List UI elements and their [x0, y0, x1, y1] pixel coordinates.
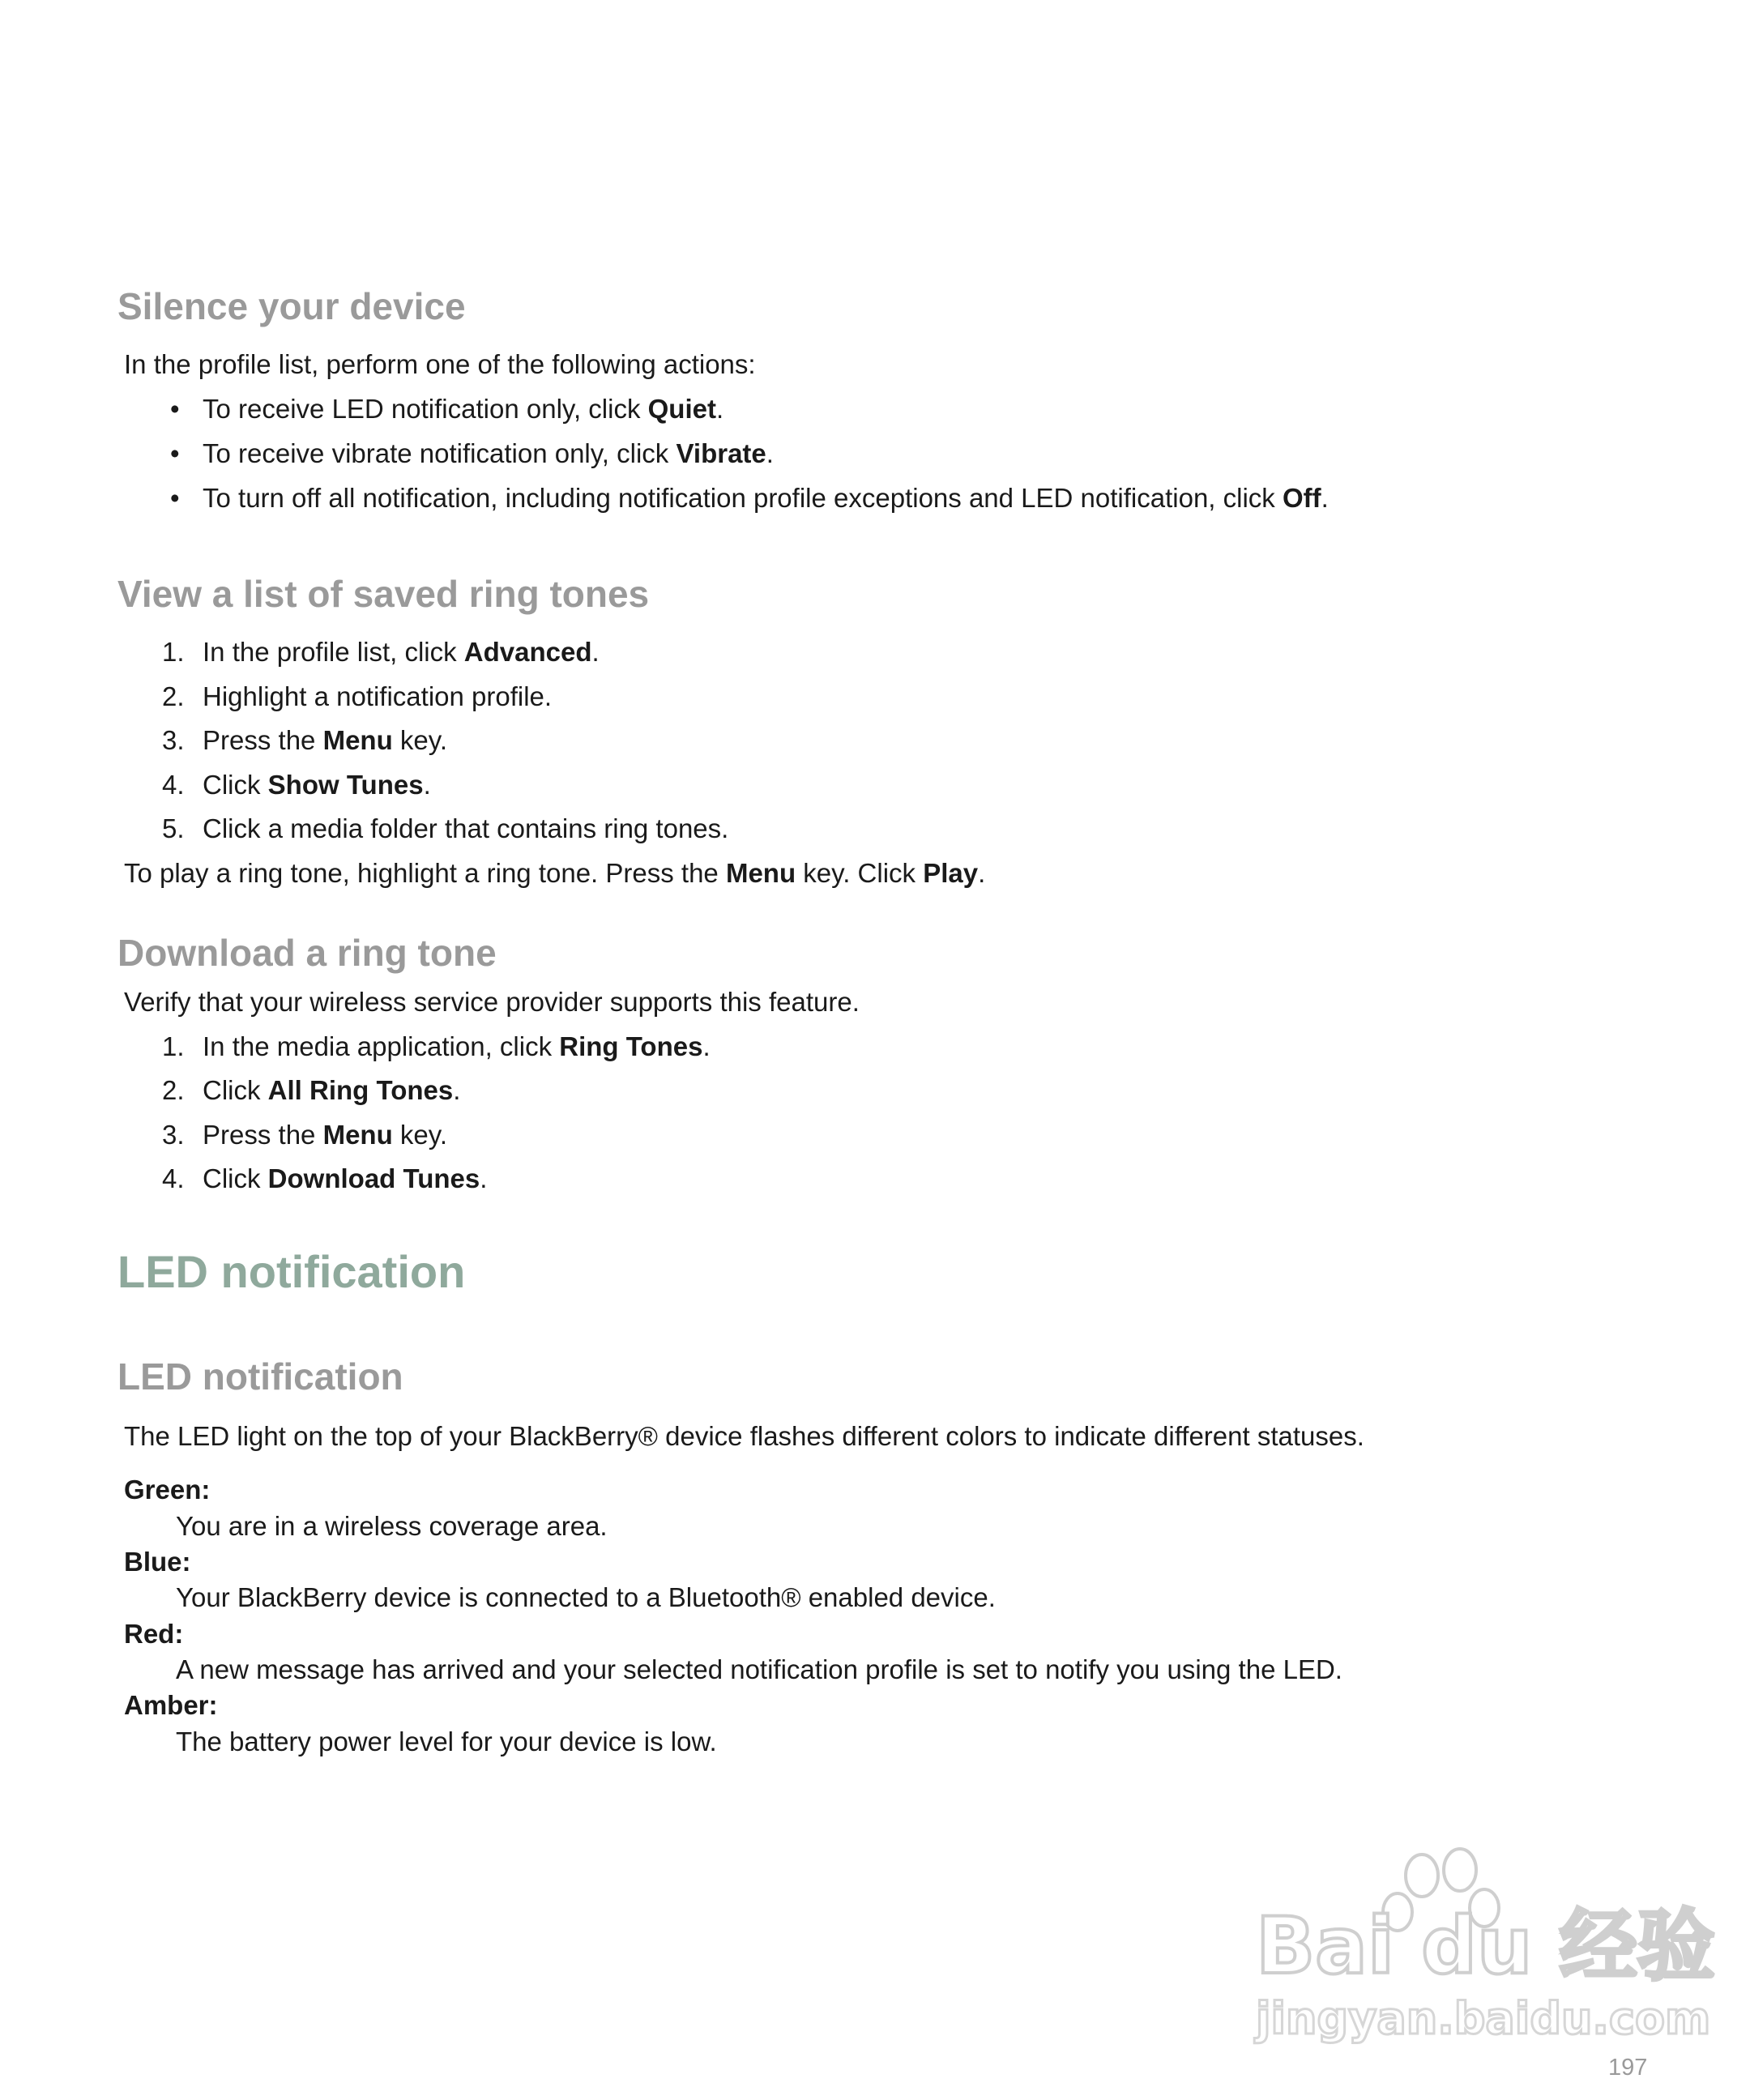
status-term-blue: Blue: [124, 1547, 191, 1577]
watermark-brand: Bai du 经验 [1256, 1901, 1715, 1991]
section-heading-view-tones: View a list of saved ring tones [117, 573, 650, 615]
ui-term: Menu [725, 858, 796, 888]
page-number: 197 [1608, 2055, 1648, 2081]
document-page: Silence your device In the profile list, perform one of the following actions: • To receive LED notification only, click Quiet. • To receive vibrate notification only, click Vibrate. • To turn off all notification, including notification profile exceptions and LED notification, click Off. View a list of saved ring tones 1. In the profile list, click Advanced. 2. Highlight a notification profile. 3. Press the Menu key. 4. Click Show Tunes. 5. Click a media folder that contains ring tones. To play a ring tone, highlight a ring tone. Press the Menu key. Click Play. Download a ring tone Verify that your wireless service provider supports this feature. 1. In the media application, click Ring Tones. 2. Click All Ring Tones. 3. Press the Menu key. 4. Click Download Tunes. LED notification LED notification The LED light on the top of your BlackBerry® device flashes different colors to indicate different statuses. Green: You are in a wireless coverage area. Blue: Your BlackBerry device is connected to a Bluetooth® enabled device. Red: A new message has arrived and your selected notification profile is set to notify you using the LED. Amber: The battery power level for your device is low. Bai du 经验 jingyan.baidu.com 197 [117, 285, 1715, 2081]
led-intro: The LED light on the top of your BlackBerry® device flashes different colors to indicate different statuses. [124, 1421, 1364, 1451]
ui-term: Menu [322, 1120, 393, 1150]
status-desc-amber: The battery power level for your device is low. [176, 1727, 717, 1756]
section-heading-led: LED notification [117, 1355, 403, 1398]
status-desc-green: You are in a wireless coverage area. [176, 1511, 608, 1541]
bullet-icon: • [170, 394, 180, 424]
bullet-icon: • [170, 438, 180, 468]
play-tone-note: To play a ring tone, highlight a ring tone. Press the Menu key. Click Play. [124, 858, 986, 888]
ui-term: Off [1282, 483, 1321, 513]
ui-term: Vibrate [676, 438, 766, 468]
ui-term: Advanced [463, 637, 592, 667]
ui-term: Download Tunes [267, 1163, 480, 1193]
status-desc-blue: Your BlackBerry device is connected to a Bluetooth® enabled device. [176, 1582, 996, 1612]
status-term-green: Green: [124, 1475, 211, 1505]
download-intro: Verify that your wireless service provider supports this feature. [124, 987, 860, 1017]
section-heading-silence: Silence your device [117, 285, 466, 327]
section-heading-download: Download a ring tone [117, 932, 497, 974]
ui-term: All Ring Tones [267, 1075, 454, 1105]
ui-term: Menu [322, 725, 393, 755]
chapter-title: LED notification [117, 1246, 466, 1297]
silence-intro: In the profile list, perform one of the following actions: [124, 349, 756, 379]
ui-term: Show Tunes [267, 770, 424, 800]
status-term-amber: Amber: [124, 1690, 218, 1720]
baidu-watermark-logo [1248, 1839, 1715, 2050]
watermark-url: jingyan.baidu.com [1256, 1993, 1711, 2044]
ui-term: Quiet [647, 394, 716, 424]
bullet-icon: • [170, 483, 180, 513]
status-desc-red: A new message has arrived and your selected notification profile is set to notify you using the LED. [176, 1654, 1342, 1684]
ui-term: Play [923, 858, 979, 888]
ui-term: Ring Tones [559, 1031, 703, 1061]
status-term-red: Red: [124, 1619, 184, 1649]
